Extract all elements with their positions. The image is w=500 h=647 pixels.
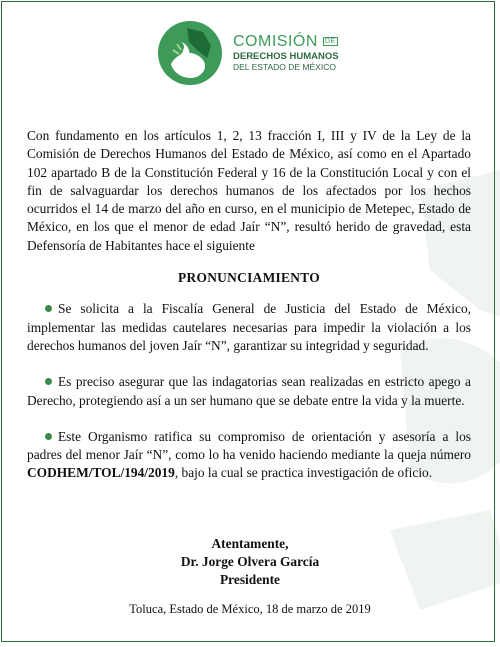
bullet-dot-icon	[45, 305, 52, 312]
signer-role: Presidente	[220, 572, 280, 587]
case-number: CODHEM/TOL/194/2019	[27, 465, 175, 481]
signer-name: Dr. Jorge Olvera García	[180, 554, 320, 569]
dove-emblem-icon	[157, 20, 223, 86]
codhem-logo	[157, 20, 347, 86]
document-body	[27, 127, 471, 501]
logo-line-3: DEL ESTADO DE MÉXICO	[233, 62, 336, 72]
bullet-text-2: Es preciso asegurar que las indagatorias sean realizadas en estricto apego a Derecho, protegiendo así a un ser humano que se debate entre la vida y la muerte.	[27, 374, 471, 408]
logo-de-badge: DE	[324, 38, 336, 45]
bullet-text-1: Se solicita a la Fiscalía General de Justicia del Estado de México, implementar las medidas cautelares necesarias para impedir la violación a los derechos humanos del joven Jaír “N”, garantizar su integridad y seguridad.	[27, 301, 471, 353]
logo-line-1	[233, 34, 353, 50]
document-heading: PRONUNCIAMIENTO	[178, 270, 320, 286]
bullet-item-2	[27, 373, 471, 410]
closing: Atentamente,	[211, 536, 289, 551]
intro-paragraph: Con fundamento en los artículos 1, 2, 13 fracción I, III y IV de la Ley de la Comisión de Derechos Humanos del Estado de México, así como en el Apartado 102 apartado B de la Constitución Federal y 16 de la Constitución Local y con el fin de salvaguardar los derechos humanos de los afectados por los hechos ocurridos el 14 de marzo del año en curso, en el municipio de Metepec, Estado de México, en los que el menor de edad Jaír “N”, resultó herido de gravedad, esta Defensoría de Habitantes hace el siguiente	[27, 128, 471, 253]
signature-block	[0, 535, 500, 589]
bullet-text-3b: , bajo la cual se practica investigación de oficio.	[174, 465, 433, 481]
bullet-item-3	[27, 428, 471, 483]
bullet-dot-icon	[45, 433, 52, 440]
bullet-text-3a: Este Organismo ratifica su compromiso de orientación y asesoría a los padres del menor Jaír “N”, como lo ha venido haciendo mediante la queja número	[27, 428, 471, 463]
logo-comision: COMISIÓN	[233, 33, 318, 50]
place-date: Toluca, Estado de México, 18 de marzo de 2019	[129, 602, 371, 616]
logo-line-2: DERECHOS HUMANOS	[233, 51, 339, 62]
bullet-item-1	[27, 300, 471, 355]
bullet-dot-icon	[45, 378, 52, 385]
logo-wordmark	[233, 34, 353, 72]
